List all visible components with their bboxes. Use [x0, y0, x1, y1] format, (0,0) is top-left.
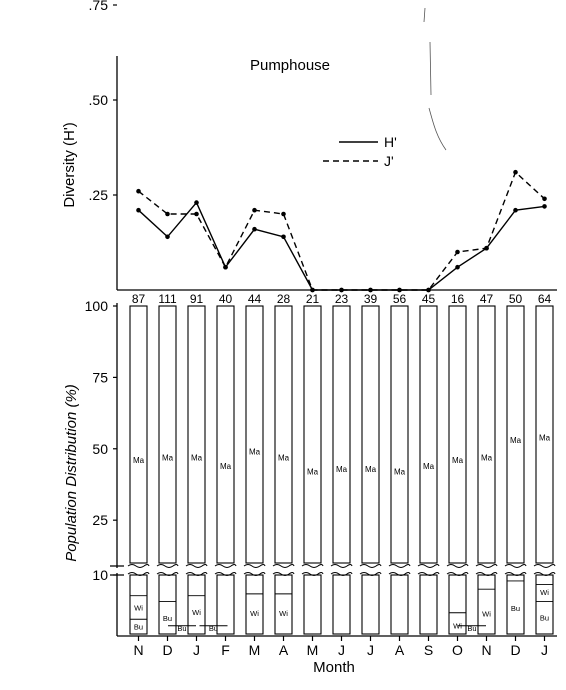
- point-h: [194, 200, 199, 205]
- bar-upper: [159, 306, 176, 563]
- bar-upper: [507, 306, 524, 563]
- bar-break: [534, 565, 555, 576]
- point-h: [252, 227, 257, 232]
- bar-break: [244, 565, 265, 576]
- diversity-y-axis-label: Diversity (H'): [61, 122, 78, 208]
- bar-label-bu: Bu: [510, 604, 521, 614]
- bar-upper: [391, 306, 408, 563]
- month-label: F: [221, 642, 230, 658]
- bar-break: [331, 565, 352, 576]
- legend-label-j: J': [384, 153, 394, 169]
- bar-label-ma: Ma: [364, 464, 377, 474]
- population-y-tick-label: 25: [92, 512, 108, 529]
- bar-break: [273, 565, 294, 576]
- month-label: D: [510, 642, 521, 658]
- bar-label-ma: Ma: [219, 461, 232, 471]
- bar-label-ma: Ma: [480, 453, 493, 463]
- bar-upper: [304, 306, 321, 563]
- bar-label-bu-small: Bu: [467, 624, 477, 634]
- point-j: [484, 246, 489, 251]
- bar-label-wi: Wi: [453, 621, 462, 631]
- point-j: [136, 189, 141, 194]
- bar-label-ma: Ma: [335, 464, 348, 474]
- diversity-panel: [61, 0, 547, 292]
- month-label: O: [452, 642, 463, 658]
- population-y-axis-label: Population Distribution (%): [63, 384, 80, 562]
- bar-break: [215, 565, 236, 576]
- point-j: [194, 212, 199, 217]
- bar-lower: [420, 575, 437, 634]
- month-label: N: [481, 642, 492, 658]
- bar-upper: [333, 306, 350, 563]
- bar-break: [447, 565, 468, 576]
- sample-count: 64: [537, 292, 552, 306]
- month-label: A: [278, 642, 289, 658]
- population-y-tick-label: 100: [84, 298, 108, 314]
- bar-break: [128, 565, 149, 576]
- point-h: [281, 235, 286, 240]
- sample-count: 47: [479, 292, 494, 306]
- diversity-y-tick-label: .75: [88, 0, 108, 13]
- diversity-y-ticks: [89, 0, 117, 203]
- population-panel: [63, 298, 557, 676]
- sample-count: 28: [276, 292, 291, 306]
- legend: [323, 134, 397, 169]
- diversity-y-tick-label: .50: [88, 92, 108, 108]
- bar-label-bu-small: Bu: [208, 624, 219, 634]
- bar-label-ma: Ma: [277, 453, 290, 463]
- point-j: [542, 197, 547, 202]
- month-label: J: [367, 642, 374, 658]
- point-j: [223, 265, 228, 270]
- bar-lower: [333, 575, 350, 634]
- bar-label-ma: Ma: [306, 467, 319, 477]
- diversity-y-tick-label: .25: [88, 187, 108, 203]
- point-h: [165, 235, 170, 240]
- bar-break: [505, 565, 526, 576]
- bar-break: [186, 565, 207, 576]
- bar-label-bu-small: Bu: [177, 624, 187, 634]
- sample-count: 111: [158, 292, 177, 306]
- bar-upper: [275, 306, 292, 563]
- bar-break: [302, 565, 323, 576]
- bar-lower: [246, 575, 263, 634]
- bar-label-wi: Wi: [540, 588, 549, 598]
- point-h: [455, 265, 460, 270]
- point-j: [165, 212, 170, 217]
- sample-count: 45: [421, 292, 436, 306]
- scan-artifact: [424, 8, 446, 150]
- point-j: [513, 170, 518, 175]
- diversity-title: Pumphouse: [249, 57, 331, 74]
- bar-upper: [246, 306, 263, 563]
- sample-count: 87: [131, 292, 146, 306]
- bar-break: [389, 565, 410, 576]
- point-h: [513, 208, 518, 213]
- sample-count: 21: [305, 292, 320, 306]
- bar-label-bu: Bu: [539, 613, 550, 623]
- bar-lower: [188, 575, 205, 634]
- bar-label-ma: Ma: [509, 436, 522, 446]
- bar-label-wi: Wi: [482, 609, 491, 619]
- bar-label-ma: Ma: [538, 433, 551, 443]
- x-axis-label: Month: [313, 659, 355, 676]
- population-y-tick-label: 75: [92, 369, 108, 386]
- month-label: J: [193, 642, 200, 658]
- bar-label-bu: Bu: [133, 622, 144, 632]
- sample-count: 16: [450, 292, 465, 306]
- bar-break: [418, 565, 439, 576]
- bar-lower: [159, 575, 176, 634]
- bar-label-wi: Wi: [134, 603, 143, 613]
- bar-label-ma: Ma: [248, 447, 261, 457]
- point-j: [252, 208, 257, 213]
- sample-counts: [132, 292, 552, 306]
- bar-lower: [217, 575, 234, 634]
- bar-label-ma: Ma: [190, 453, 203, 463]
- bar-lower: [275, 575, 292, 634]
- month-label: J: [541, 642, 548, 658]
- bar-label-bu: Bu: [162, 614, 173, 624]
- month-label: N: [133, 642, 144, 658]
- bar-label-wi: Wi: [279, 608, 288, 618]
- bar-upper: [478, 306, 495, 563]
- bar-label-ma: Ma: [132, 456, 145, 466]
- sample-count: 44: [247, 292, 262, 306]
- bar-upper: [217, 306, 234, 563]
- point-h: [136, 208, 141, 213]
- series-line-j: [139, 172, 545, 290]
- bar-label-ma: Ma: [422, 461, 435, 471]
- sample-count: 39: [363, 292, 378, 306]
- diversity-series: [136, 170, 547, 292]
- month-label: M: [306, 642, 319, 658]
- series-line-h: [139, 203, 545, 290]
- legend-label-h: H': [384, 134, 397, 150]
- population-y-tick-label: 50: [92, 440, 108, 457]
- bar-upper: [449, 306, 466, 563]
- bar-label-ma: Ma: [393, 467, 406, 477]
- population-bars: [128, 306, 555, 634]
- month-labels: [117, 636, 557, 658]
- bar-lower: [362, 575, 379, 634]
- bar-break: [476, 565, 497, 576]
- bar-upper: [130, 306, 147, 563]
- bar-upper: [420, 306, 437, 563]
- bar-lower: [304, 575, 321, 634]
- point-h: [542, 204, 547, 209]
- bar-label-wi: Wi: [192, 608, 201, 618]
- sample-count: 23: [334, 292, 349, 306]
- bar-upper: [188, 306, 205, 563]
- bar-lower: [478, 575, 495, 634]
- sample-count: 50: [508, 292, 523, 306]
- month-label: A: [394, 642, 405, 658]
- bar-lower: [536, 575, 553, 634]
- sample-count: 56: [392, 292, 407, 306]
- sample-count: 91: [189, 292, 204, 306]
- population-y-ticks: [85, 298, 117, 583]
- bar-lower: [391, 575, 408, 634]
- bar-label-ma: Ma: [161, 453, 174, 463]
- bar-break: [157, 565, 178, 576]
- bar-label-wi: Wi: [250, 608, 259, 618]
- month-label: S: [423, 642, 434, 658]
- month-label: M: [248, 642, 261, 658]
- bar-label-ma: Ma: [451, 456, 464, 466]
- bar-break: [360, 565, 381, 576]
- sample-count: 40: [218, 292, 233, 306]
- bar-upper: [362, 306, 379, 563]
- population-y-tick-label: 10: [92, 567, 108, 583]
- month-label: J: [338, 642, 345, 658]
- point-j: [455, 250, 460, 255]
- point-j: [281, 212, 286, 217]
- month-label: D: [162, 642, 173, 658]
